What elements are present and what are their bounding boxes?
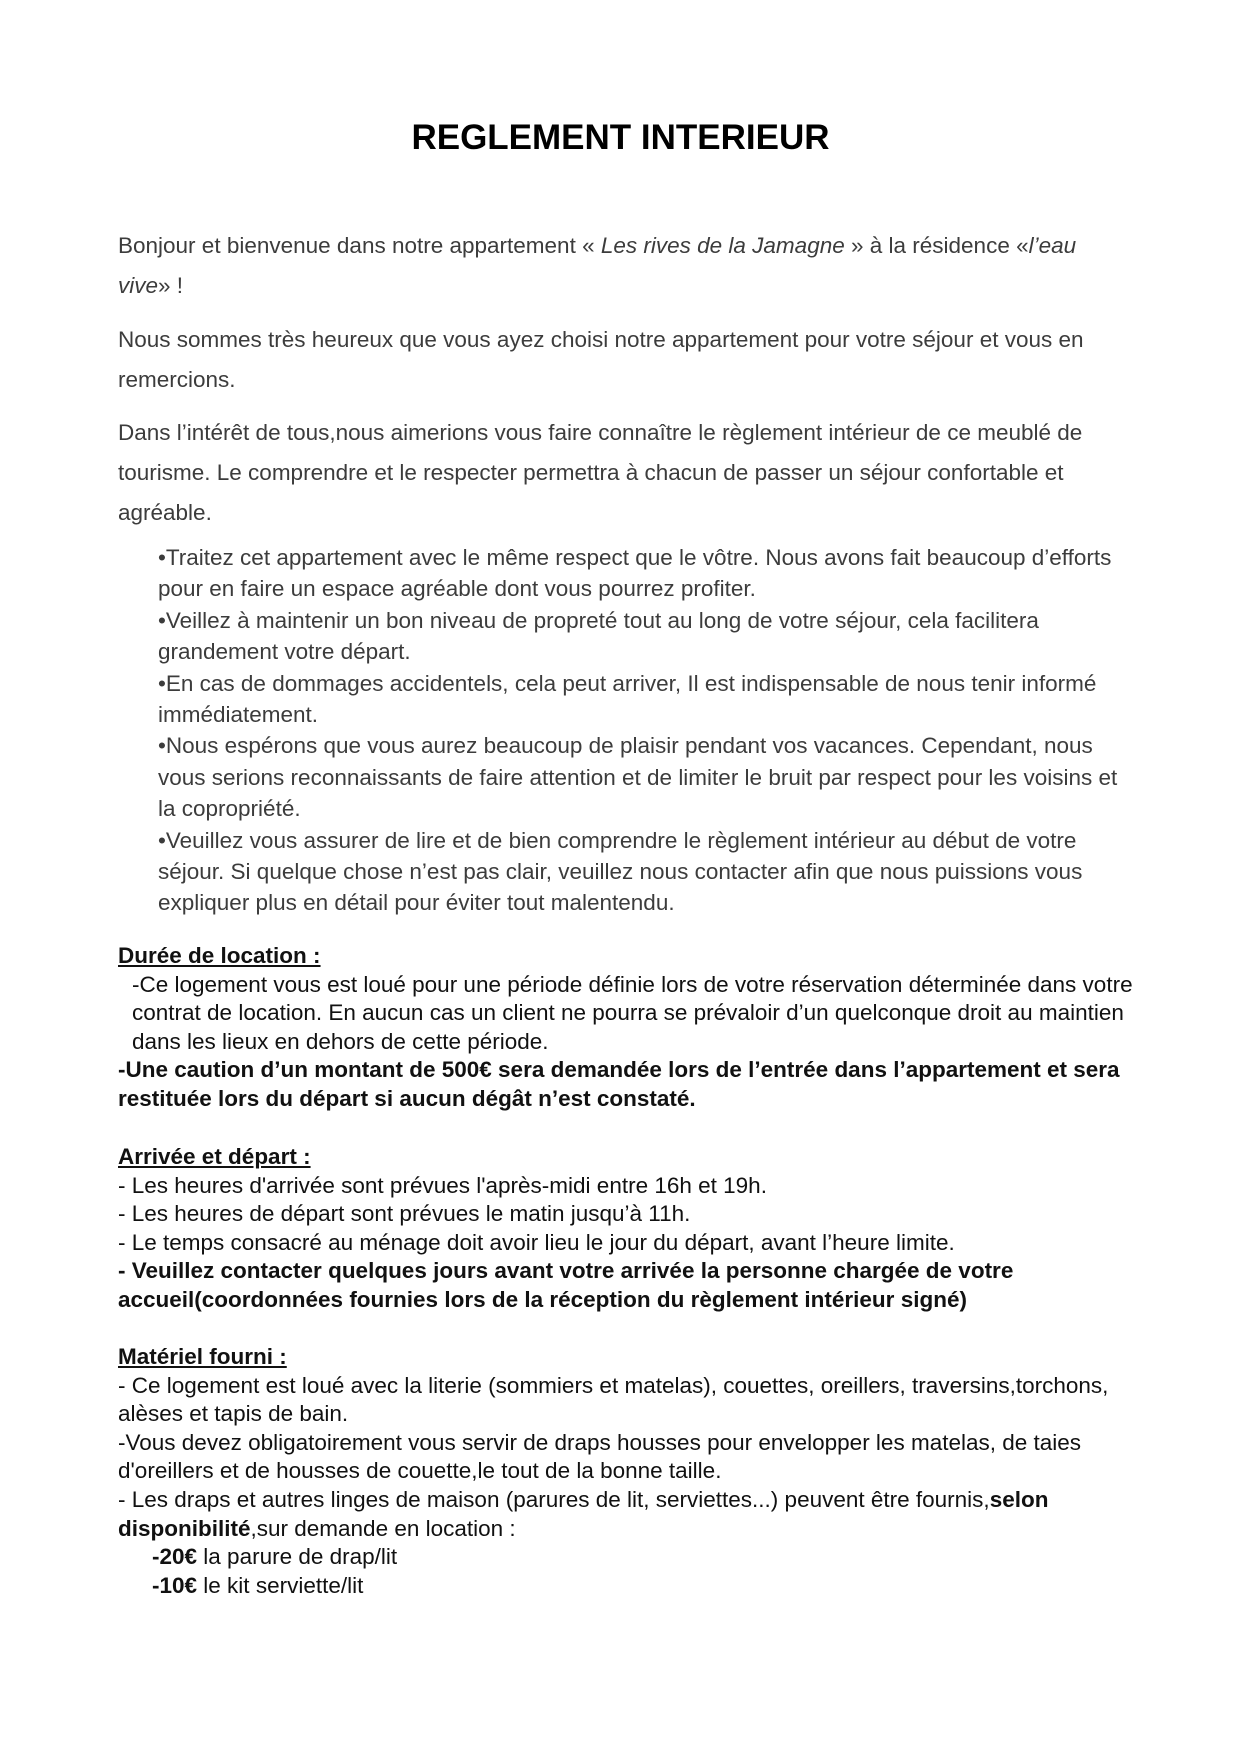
availability-note: selon disponibilité bbox=[118, 1486, 1049, 1541]
bullet-item: •Veuillez vous assurer de lire et de bien comprendre le règlement intérieur au début de votre séjour. Si quelque chose n’est pas clair, veuillez nous contacter afin que nous puissions vous expliquer plus en détail pour éviter tout malentendu. bbox=[158, 827, 1083, 916]
price-label: la parure de drap/lit bbox=[197, 1544, 398, 1570]
section-heading: Arrivée et départ : bbox=[118, 1144, 311, 1169]
deposit-notice: -Une caution d’un montant de 500€ sera demandée lors de l’entrée dans l’appartement et sera restituée lors du départ si aucun dégât n’est constaté. bbox=[118, 1057, 1120, 1111]
apartment-name: Les rives de la Jamagne bbox=[600, 233, 845, 258]
welcome-paragraph bbox=[118, 226, 1128, 306]
linen-text-1: - Les draps et autres linges de maison (parures de lit, serviettes...) peuvent être fournis, bbox=[118, 1486, 990, 1512]
section-heading: Matériel fourni : bbox=[118, 1344, 287, 1369]
section-line: -Vous devez obligatoirement vous servir de draps housses pour envelopper les matelas, de taies d'oreillers et de housses de couette,le tout de la bonne taille. bbox=[118, 1429, 1082, 1484]
residence-name: l’eau vive bbox=[118, 233, 1077, 298]
price-amount: -10€ bbox=[152, 1572, 198, 1598]
bullet-item: •En cas de dommages accidentels, cela peut arriver, Il est indispensable de nous tenir informé immédiatement. bbox=[158, 670, 1097, 728]
section-line: - Le temps consacré au ménage doit avoir lieu le jour du départ, avant l’heure limite. bbox=[118, 1229, 955, 1255]
section-line: - Les heures d'arrivée sont prévues l'après-midi entre 16h et 19h. bbox=[118, 1172, 767, 1198]
document-title: REGLEMENT INTERIEUR bbox=[411, 118, 830, 157]
bullet-item: •Veillez à maintenir un bon niveau de propreté tout au long de votre séjour, cela facilitera grandement votre départ. bbox=[158, 607, 1039, 665]
section-line: - Ce logement est loué avec la literie (sommiers et matelas), couettes, oreillers, traversins,torchons, alèses et tapis de bain. bbox=[118, 1372, 1109, 1427]
price-item-sheets bbox=[118, 1543, 1138, 1572]
contact-notice: - Veuillez contacter quelques jours avant votre arrivée la personne chargée de votre accueil(coordonnées fournies lors de la réception du règlement intérieur signé) bbox=[118, 1258, 1014, 1312]
section-line: - Les heures de départ sont prévues le matin jusqu’à 11h. bbox=[118, 1201, 691, 1227]
rules-bullet-list bbox=[158, 542, 1138, 919]
bullet-item: •Nous espérons que vous aurez beaucoup de plaisir pendant vos vacances. Cependant, nous vous serions reconnaissants de faire attention et de limiter le bruit par respect pour les voisins et la copropriété. bbox=[158, 733, 1118, 822]
bullet-item: •Traitez cet appartement avec le même respect que le vôtre. Nous avons fait beaucoup d’efforts pour en faire un espace agréable dont vous pourrez profiter. bbox=[158, 545, 1112, 602]
price-item-towels bbox=[118, 1572, 1138, 1601]
welcome-text-2: » à la résidence « bbox=[844, 233, 1029, 258]
price-amount: -20€ bbox=[152, 1544, 198, 1570]
purpose-paragraph: Dans l’intérêt de tous,nous aimerions vous faire connaître le règlement intérieur de ce meublé de tourisme. Le comprendre et le respecter permettra à chacun de passer un séjour confortable et agréable. bbox=[118, 420, 1083, 525]
section-materiel-fourni bbox=[118, 1343, 1138, 1600]
price-label: le kit serviette/lit bbox=[197, 1572, 364, 1598]
welcome-text-1: Bonjour et bienvenue dans notre appartement « bbox=[118, 233, 601, 258]
section-arrivee-depart bbox=[118, 1143, 1138, 1315]
section-text: -Ce logement vous est loué pour une période définie lors de votre réservation déterminée dans votre contrat de location. En aucun cas un client ne pourra se prévaloir d’un quelconque droit au maintien dans les lieux en dehors de cette période. bbox=[132, 971, 1133, 1054]
linen-rental-line bbox=[118, 1486, 1138, 1543]
welcome-text-3: » ! bbox=[158, 273, 184, 298]
linen-text-2: ,sur demande en location : bbox=[250, 1515, 516, 1541]
section-heading: Durée de location : bbox=[118, 943, 321, 968]
thanks-paragraph: Nous sommes très heureux que vous ayez choisi notre appartement pour votre séjour et vous en remercions. bbox=[118, 327, 1084, 392]
section-duree-location bbox=[118, 942, 1138, 1114]
